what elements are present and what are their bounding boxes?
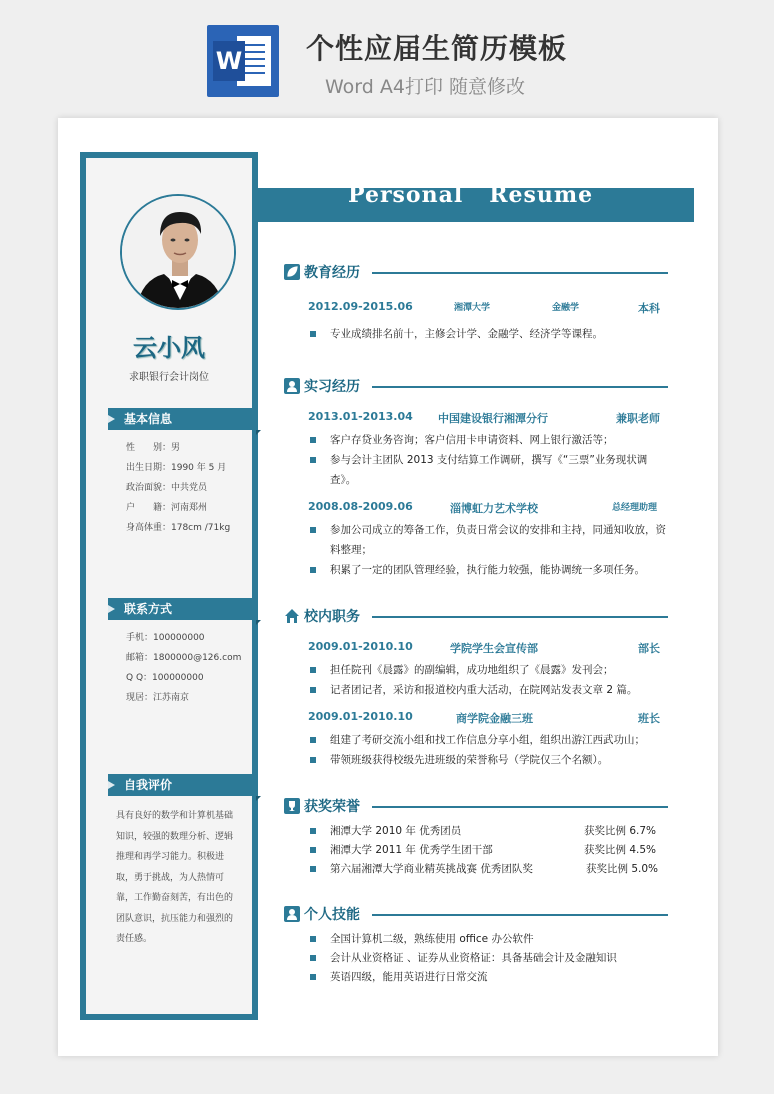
list-item: 记者团记者，采访和报道校内重大活动，在院网站发表文章 2 篇。 <box>310 680 670 700</box>
contact-address: 现居：江苏南京 <box>126 693 190 703</box>
contact-phone: 手机：100000000 <box>126 633 205 643</box>
candidate-name: 云小风 <box>133 334 205 362</box>
skills-list <box>310 930 670 987</box>
contact-list <box>126 628 256 708</box>
page-header <box>0 0 774 118</box>
resume-paper: 云小风 求职银行会计岗位 基本信息 性 别：男 出生日期：1990 年 5 月 政治面貌：中共党员 户 籍：河南郑州 身高体重：178cm /71kg 联系方式 手机：100000000 邮箱：1800000@126.com Q Q：100000000 现居：江苏南京 自我评价 具有良好的数学和计算机基础知识，较强的数理分析、逻辑推理和再学习能力。积极进取，勇于挑战，为人热情可靠，工作勤奋刻苦，有出色的团队意识，抗压能力和强烈的责任感。 Personal Resume 教育经历 2012.09-2015.06 湘潭大学 金融学 本科 专业成绩排名前十，主修会计学、金融学、经济学等课程。 实习经历 2013.01-2013.04 中国建设银行湘潭分行 兼职老师 客户存贷业务咨询；客户信用卡申请资料、网上银行激活等； 参与会计主团队 2013 支付结算工作调研，撰写《“三票”业务现状调查》。 2008.08-2009.06 淄博虹力艺术学校 总经理助理 参加公司成立的筹备工作，负责日常会议的安排和主持，同通知收放，资料整理； 积累了一定的团队管理经验，执行能力较强，能协调统一多项任务。 校内职务 2009.01-2010.10 学院学生会宣传部 部长 担任院刊《晨露》的副编辑，成功地组织了《晨露》发刊会； 记者团记者，采访和报道校内重大活动，在院网站发表文章 2 篇。 2009.01-2010.10 商学院金融三班 班长 组建了考研交流小组和找工作信息分享小组，组织出游江西武功山； 带领班级获得校级先进班级的荣誉称号（学院仅三个名额）。 获奖荣誉 湘潭大学 2010 年 优秀团员 获奖比例 6.7% 湘潭大学 2011 年 优秀学生团干部 获奖比例 4.5% 第六届湘潭大学商业精英挑战赛 优秀团队奖 获奖比例 5.0% 个人技能 全国计算机二级，熟练使用 office 办公软件 会计从业资格证 、证券从业资格证：具备基础会计及金融知识 英语四级，能用英语进行日常交流 <box>58 118 718 1056</box>
word-logo-icon: W <box>207 25 279 97</box>
avatar <box>120 194 236 310</box>
basic-birth: 出生日期：1990 年 5 月 <box>126 463 227 473</box>
basic-info-heading: 基本信息 <box>108 408 258 430</box>
internship-row-1: 2013.01-2013.04 中国建设银行湘潭分行 兼职老师 <box>308 410 660 425</box>
list-item: 湘潭大学 2011 年 优秀学生团干部 获奖比例 4.5% <box>310 841 670 860</box>
banner-word-resume: Resume <box>489 182 594 208</box>
self-eval-text: 具有良好的数学和计算机基础知识，较强的数理分析、逻辑推理和再学习能力。积极进取，勇于挑战，为人热情可靠，工作勤奋刻苦，有出色的团队意识，抗压能力和强烈的责任感。 <box>116 811 234 944</box>
list-item: 参加公司成立的筹备工作，负责日常会议的安排和主持，同通知收放，资料整理； <box>310 520 670 560</box>
home-icon <box>284 608 300 624</box>
list-item: 英语四级，能用英语进行日常交流 <box>310 968 670 987</box>
awards-list <box>310 822 670 879</box>
campus-bullets-2 <box>310 730 670 770</box>
contact-qq: Q Q：100000000 <box>126 673 204 683</box>
campus-row-2: 2009.01-2010.10 商学院金融三班 班长 <box>308 710 660 725</box>
basic-gender: 性 别：男 <box>126 443 181 453</box>
leaf-icon <box>284 264 300 280</box>
campus-bullets-1 <box>310 660 670 700</box>
internship-bullets-1 <box>310 430 670 490</box>
basic-info-list <box>126 438 256 538</box>
basic-hometown: 户 籍：河南郑州 <box>126 503 208 513</box>
self-eval-heading: 自我评价 <box>108 774 258 796</box>
education-row: 2012.09-2015.06 湘潭大学 金融学 本科 <box>308 300 660 315</box>
person-badge-icon <box>284 378 300 394</box>
banner-title <box>348 182 619 208</box>
list-item: 担任院刊《晨露》的副编辑，成功地组织了《晨露》发刊会； <box>310 660 670 680</box>
list-item: 专业成绩排名前十，主修会计学、金融学、经济学等课程。 <box>310 324 670 344</box>
campus-row-1: 2009.01-2010.10 学院学生会宣传部 部长 <box>308 640 660 655</box>
internship-row-2: 2008.08-2009.06 淄博虹力艺术学校 总经理助理 <box>308 500 658 515</box>
list-item: 参与会计主团队 2013 支付结算工作调研，撰写《“三票”业务现状调查》。 <box>310 450 670 490</box>
list-item: 积累了一定的团队管理经验，执行能力较强，能协调统一多项任务。 <box>310 560 670 580</box>
list-item: 会计从业资格证 、证券从业资格证：具备基础会计及金融知识 <box>310 949 670 968</box>
list-item: 第六届湘潭大学商业精英挑战赛 优秀团队奖 获奖比例 5.0% <box>310 860 670 879</box>
list-item: 湘潭大学 2010 年 优秀团员 获奖比例 6.7% <box>310 822 670 841</box>
page-subtitle: Word A4打印 随意修改 <box>325 76 526 98</box>
list-item: 全国计算机二级，熟练使用 office 办公软件 <box>310 930 670 949</box>
user-icon <box>284 906 300 922</box>
contact-email: 邮箱：1800000@126.com <box>126 653 242 663</box>
basic-politics: 政治面貌：中共党员 <box>126 483 208 493</box>
job-objective: 求职银行会计岗位 <box>129 372 209 383</box>
list-item: 带领班级获得校级先进班级的荣誉称号（学院仅三个名额）。 <box>310 750 670 770</box>
banner-word-personal: Personal <box>348 182 464 208</box>
basic-height-weight: 身高体重：178cm /71kg <box>126 523 231 533</box>
list-item: 组建了考研交流小组和找工作信息分享小组，组织出游江西武功山； <box>310 730 670 750</box>
contact-heading: 联系方式 <box>108 598 258 620</box>
internship-bullets-2 <box>310 520 670 580</box>
list-item: 客户存贷业务咨询；客户信用卡申请资料、网上银行激活等； <box>310 430 670 450</box>
education-bullets <box>310 324 670 344</box>
trophy-icon <box>284 798 300 814</box>
page-title: 个性应届生简历模板 <box>306 32 568 65</box>
portrait-icon <box>122 196 236 310</box>
